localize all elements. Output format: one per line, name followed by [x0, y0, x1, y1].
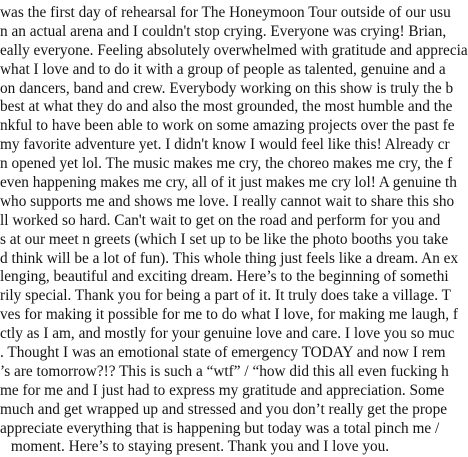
note-line: ctly as I am, and mostly for your genuine love and care. I love you so muc: [0, 325, 455, 343]
note-line: d think will be a lot of fun). This whole thing just feels like a dream. An ex: [0, 249, 459, 267]
note-line: lenging, beautiful and exciting dream. Here’s to the beginning of somethi: [0, 268, 449, 286]
note-line: n an actual arena and I couldn't stop crying. Everyone was crying! Brian,: [0, 22, 447, 40]
note-line: me for me and I just had to express my gratitude and appreciation. Some: [0, 381, 445, 399]
note-line: s at our meet n greets (which I set up to be like the photo booths you take: [0, 230, 449, 248]
note-line: much and get wrapped up and stressed and you don’t really get the prope: [0, 400, 448, 418]
note-line: moment. Here’s to staying present. Thank you and I love you.: [10, 438, 390, 456]
note-line: ll worked so hard. Can't wait to get on the road and perform for you and: [0, 211, 441, 229]
note-line: on dancers, band and crew. Everybody working on this show is truly the b: [0, 79, 454, 97]
note-line: nkful to have been able to work on some amazing projects over the past fe: [0, 117, 455, 135]
note-line: who supports me and shows me love. I really cannot wait to share this sho: [0, 192, 455, 210]
note-line: was the first day of rehearsal for The Honeymoon Tour outside of our usu: [0, 4, 451, 21]
note-line: n opened yet lol. The music makes me cry, the choreo makes me cry, the f: [0, 155, 453, 173]
note-line: ’s are tomorrow?!? This is such a “wtf” / “how did this all even fucking h: [0, 362, 449, 380]
note-line: . Thought I was an emotional state of emergency TODAY and now I rem: [0, 344, 446, 362]
note-line: eally everyone. Feeling absolutely overwhelmed with gratitude and apprecia: [0, 41, 468, 59]
note-line: appreciate everything that is happening but today was a total pinch me /: [0, 419, 440, 437]
note-line: best at what they do and also the most grounded, the most humble and the: [0, 98, 453, 116]
note-line: rily special. Thank you for being a part of it. It truly does take a village. T: [0, 287, 451, 305]
note-line: ves for making it possible for me to do what I love, for making me laugh, f: [0, 306, 458, 324]
note-line: what I love and to do it with a group of people as talented, genuine and a: [0, 60, 446, 78]
note-line: my favorite adventure yet. I didn't know I would feel like this! Already cr: [0, 136, 450, 154]
note-body: [0, 4, 468, 457]
note-line: even happening makes me cry, all of it just makes me cry lol! A genuine th: [0, 174, 457, 192]
